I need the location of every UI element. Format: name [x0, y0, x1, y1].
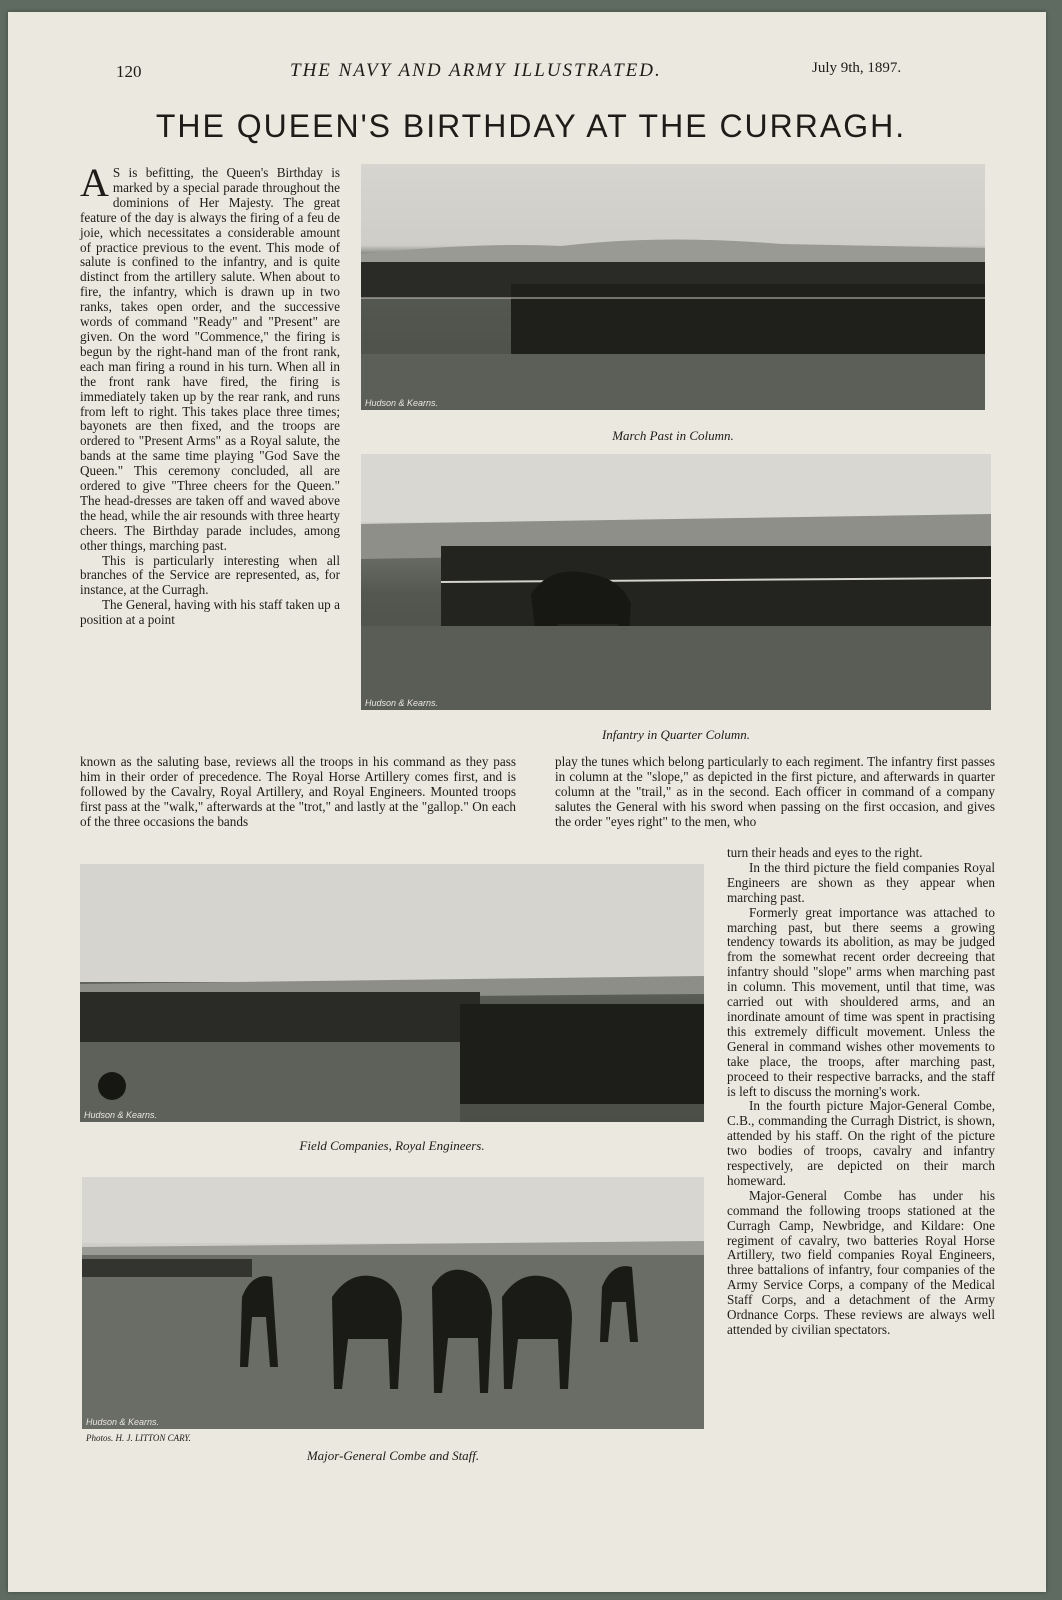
photo-credit: Hudson & Kearns. [365, 398, 439, 408]
photo-caption: Major-General Combe and Staff. [306, 1448, 480, 1463]
photo-royal-engineers [80, 864, 704, 1122]
photo-caption: March Past in Column. [612, 428, 734, 443]
article-headline: THE QUEEN'S BIRTHDAY AT THE CURRAGH. [155, 108, 907, 144]
article-column-right [727, 846, 995, 1338]
publication-title: THE NAVY AND ARMY ILLUSTRATED. [290, 60, 662, 81]
photo-march-past [361, 164, 985, 410]
photo-credit: Hudson & Kearns. [84, 1110, 158, 1120]
paragraph-third-picture: In the third picture the field companies Royal Engineers are shown as they appear when marching past. [727, 859, 995, 905]
paragraph-continued: turn their heads and eyes to the right. [727, 845, 923, 860]
photo-caption: Field Companies, Royal Engineers. [299, 1138, 485, 1153]
drop-cap: A [80, 160, 109, 205]
article-column-left [80, 160, 340, 628]
photo-credit: Hudson & Kearns. [365, 698, 439, 708]
paragraph-fourth-picture: In the fourth picture Major-General Combe, C.B., commanding the Curragh District, is shown, attended by his staff. On the right of the picture two bodies of troops, cavalry and infantry respectively, are depicted on their march homeward. [727, 1098, 995, 1188]
article-wide-left: known as the saluting base, reviews all the troops in his command as they pass him in their order of precedence. The Royal Horse Artillery comes first, and is followed by the Cavalry, Royal Artillery, and Royal Engineers. Mounted troops first pass at the "walk," afterwards at the "trot," and lastly at the "gallop." On each of the three occasions the bands [80, 754, 516, 829]
photo-combe-and-staff [82, 1177, 704, 1429]
photographer-credit: Photos. H. J. LITTON CARY. [86, 1433, 191, 1443]
paragraph-marching-past: Formerly great importance was attached to marching past, but there seems a growing tendency towards its abolition, as may be judged from the somewhat recent order decreeing that infantry should "slope" arms when marching past in column. This movement, until that time, was carried out with shouldered arms, and an inordinate amount of time was spent in practising this extremely difficult movement. Unless the General in command wishes other movements to take place, the troops, after marching past, proceed to their respective barracks, and the staff is left to discuss the morning's work. [727, 904, 995, 1099]
article-wide-right: play the tunes which belong particularly to each regiment. The infantry first passes in column at the "slope," as depicted in the first picture, and afterwards in quarter column at the "trail," as in the second. Each officer in command of a company salutes the General with his sword when passing on the first occasion, and gives the order "eyes right" to the men, who [555, 754, 995, 829]
photo-credit: Hudson & Kearns. [86, 1417, 160, 1427]
paragraph-2: This is particularly interesting when all branches of the Service are represented, as, for instance, at the Curragh. [80, 552, 340, 598]
photo-caption: Infantry in Quarter Column. [601, 727, 751, 742]
paragraph-command: Major-General Combe has under his command the following troops stationed at the Curragh Camp, Newbridge, and Kildare: One regiment of cavalry, two batteries Royal Horse Artillery, two field companies Royal Engineers, three battalions of infantry, four companies of the Army Service Corps, a company of the Medical Staff Corps, and a detachment of the Army Ordnance Corps. These reviews are always well attended by civilian spectators. [727, 1187, 995, 1337]
photo-quarter-column [361, 454, 991, 710]
issue-date: July 9th, 1897. [812, 60, 902, 76]
page-number: 120 [116, 62, 142, 81]
paragraph-3: The General, having with his staff taken up a position at a point [80, 597, 340, 628]
paragraph-1: S is befitting, the Queen's Birthday is marked by a special parade throughout the dominions of Her Majesty. The great feature of the day is always the firing of a feu de joie, which necessitates a considerable amount of practice previous to the event. This mode of salute is confined to the infantry, and is quite distinct from the artillery salute. When about to fire, the infantry, which is drawn up in two ranks, takes open order, and the successive words of command "Ready" and "Present" are given. On the word "Commence," the firing is begun by the right-hand man of the front rank, each man firing a round in his turn. When all in the front rank have fired, the firing is immediately taken up by the rear rank, and runs from left to right. This takes place three times; bayonets are then fixed, and the troops are ordered to "Present Arms" as a Royal salute, the bands at the same time playing "God Save the Queen." This ceremony concluded, all are ordered to give "Three cheers for the Queen." The head-dresses are taken off and waved above the head, while the air resounds with three hearty cheers. The Birthday parade includes, among other things, marching past. [80, 165, 340, 553]
